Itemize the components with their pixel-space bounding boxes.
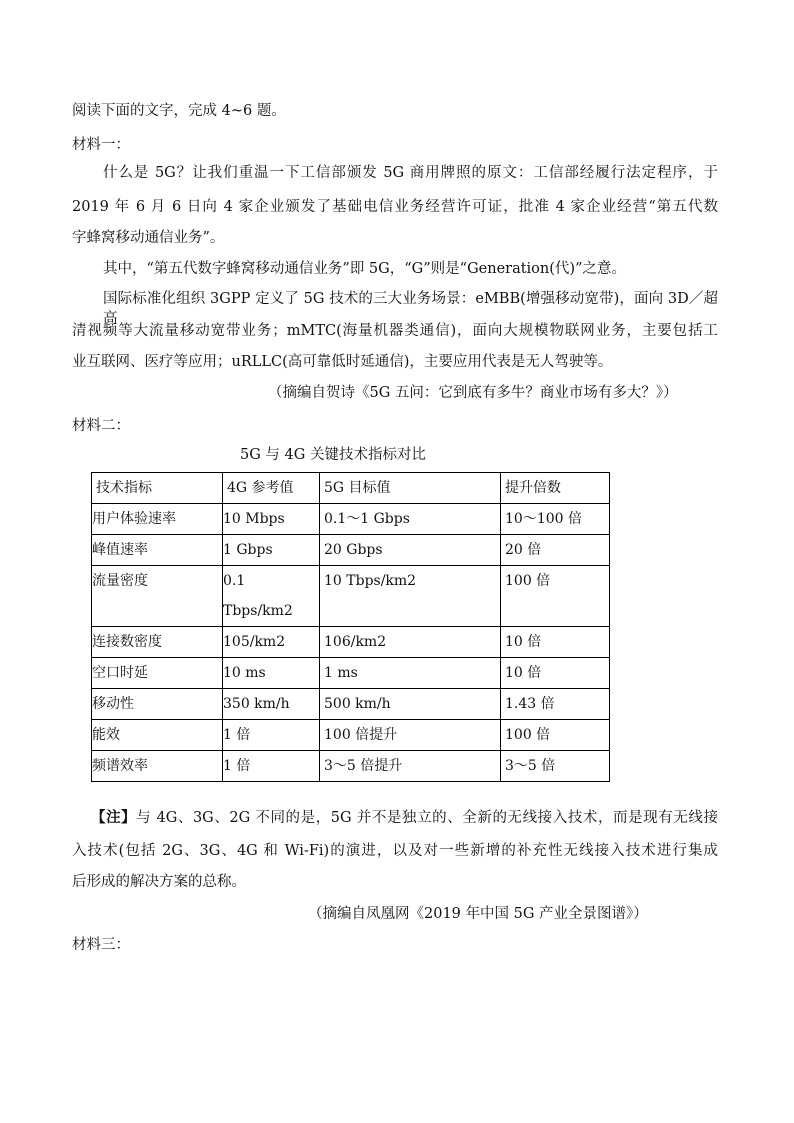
material1-source: （摘编自贺诗《5G 五问：它到底有多牛？商业市场有多大？》）	[268, 385, 678, 401]
table-cell: 100 倍提升	[320, 720, 501, 751]
table-cell: 10 倍	[501, 627, 610, 658]
table-cell: 350 km/h	[223, 689, 320, 720]
table-cell: 1.43 倍	[501, 689, 610, 720]
comparison-table	[91, 472, 610, 782]
table-row	[92, 751, 610, 782]
note-line3: 后形成的解决方案的总称。	[72, 874, 246, 890]
table-cell: 空口时延	[92, 658, 223, 689]
material1-heading: 材料一：	[72, 137, 130, 153]
intro-instruction: 阅读下面的文字，完成 4~6 题。	[72, 103, 286, 119]
table-cell: 用户体验速率	[92, 504, 223, 535]
table-cell: 20 Gbps	[320, 535, 501, 566]
note-mark: 【注】	[91, 809, 137, 826]
material3-heading: 材料三：	[72, 937, 130, 953]
table-cell: 100 倍	[501, 566, 610, 627]
table-cell: 1 倍	[223, 751, 320, 782]
table-cell: 1 Gbps	[223, 535, 320, 566]
table-row	[92, 658, 610, 689]
note-line2: 入技术(包括 2G、3G、4G 和 Wi-Fi)的演进，以及对一些新增的补充性无线接入技术进行集成	[72, 843, 718, 859]
table-row	[92, 504, 610, 535]
material2-source: （摘编自凤凰网《2019 年中国 5G 产业全景图谱》）	[308, 906, 648, 922]
material1-p2: 其中，“第五代数字蜂窝移动通信业务”即 5G，“G”则是“Generation(代)”之意。	[103, 261, 626, 277]
table-header-row	[92, 473, 610, 504]
table-cell: 500 km/h	[320, 689, 501, 720]
note-line1	[91, 808, 718, 828]
table-cell: 流量密度	[92, 566, 223, 627]
table-cell: 105/km2	[223, 627, 320, 658]
table-cell: 1 ms	[320, 658, 501, 689]
material2-heading: 材料二：	[72, 418, 130, 434]
table-cell: 0.1～1 Gbps	[320, 504, 501, 535]
table-row	[92, 566, 610, 627]
table-cell: 3～5 倍	[501, 751, 610, 782]
table-cell: 1 倍	[223, 720, 320, 751]
table-title: 5G 与 4G 关键技术指标对比	[240, 447, 426, 463]
table-cell: 10 倍	[501, 658, 610, 689]
table-cell: 106/km2	[320, 627, 501, 658]
table-cell: 频谱效率	[92, 751, 223, 782]
table-row	[92, 535, 610, 566]
material1-p1-line2: 2019 年 6 月 6 日向 4 家企业颁发了基础电信业务经营许可证，批准 4 家企业经营“第五代数	[72, 199, 718, 215]
note-text-line1: 与 4G、3G、2G 不同的是，5G 并不是独立的、全新的无线接入技术，而是现有无线接	[136, 810, 719, 826]
table-cell: 移动性	[92, 689, 223, 720]
header-cell: 技术指标	[92, 473, 223, 504]
header-cell: 提升倍数	[501, 473, 610, 504]
header-cell: 5G 目标值	[320, 473, 501, 504]
material1-p1-line3: 字蜂窝移动通信业务”。	[72, 230, 225, 246]
table-cell: 10 Tbps/km2	[320, 566, 501, 627]
table-cell: 10～100 倍	[501, 504, 610, 535]
table-cell: 10 ms	[223, 658, 320, 689]
table-cell: 10 Mbps	[223, 504, 320, 535]
table-cell: 0.1 Tbps/km2	[223, 566, 320, 627]
table-cell: 能效	[92, 720, 223, 751]
material1-p3-line2: 清视频等大流量移动宽带业务；mMTC(海量机器类通信)，面向大规模物联网业务，主要包括工	[72, 323, 718, 339]
table-row	[92, 689, 610, 720]
table-cell: 峰值速率	[92, 535, 223, 566]
material1-p3-line3: 业互联网、医疗等应用；uRLLC(高可靠低时延通信)，主要应用代表是无人驾驶等。	[72, 354, 613, 370]
table-cell: 连接数密度	[92, 627, 223, 658]
material1-p3-line1: 国际标准化组织 3GPP 定义了 5G 技术的三大业务场景：eMBB(增强移动宽带)，面向 3D／超高	[103, 291, 718, 327]
table-cell: 3～5 倍提升	[320, 751, 501, 782]
header-cell: 4G 参考值	[223, 473, 320, 504]
table-row	[92, 627, 610, 658]
material1-p1-line1: 什么是 5G？让我们重温一下工信部颁发 5G 商用牌照的原文：工信部经履行法定程序，于	[103, 165, 718, 181]
table-row	[92, 720, 610, 751]
table-cell: 100 倍	[501, 720, 610, 751]
table-cell: 20 倍	[501, 535, 610, 566]
